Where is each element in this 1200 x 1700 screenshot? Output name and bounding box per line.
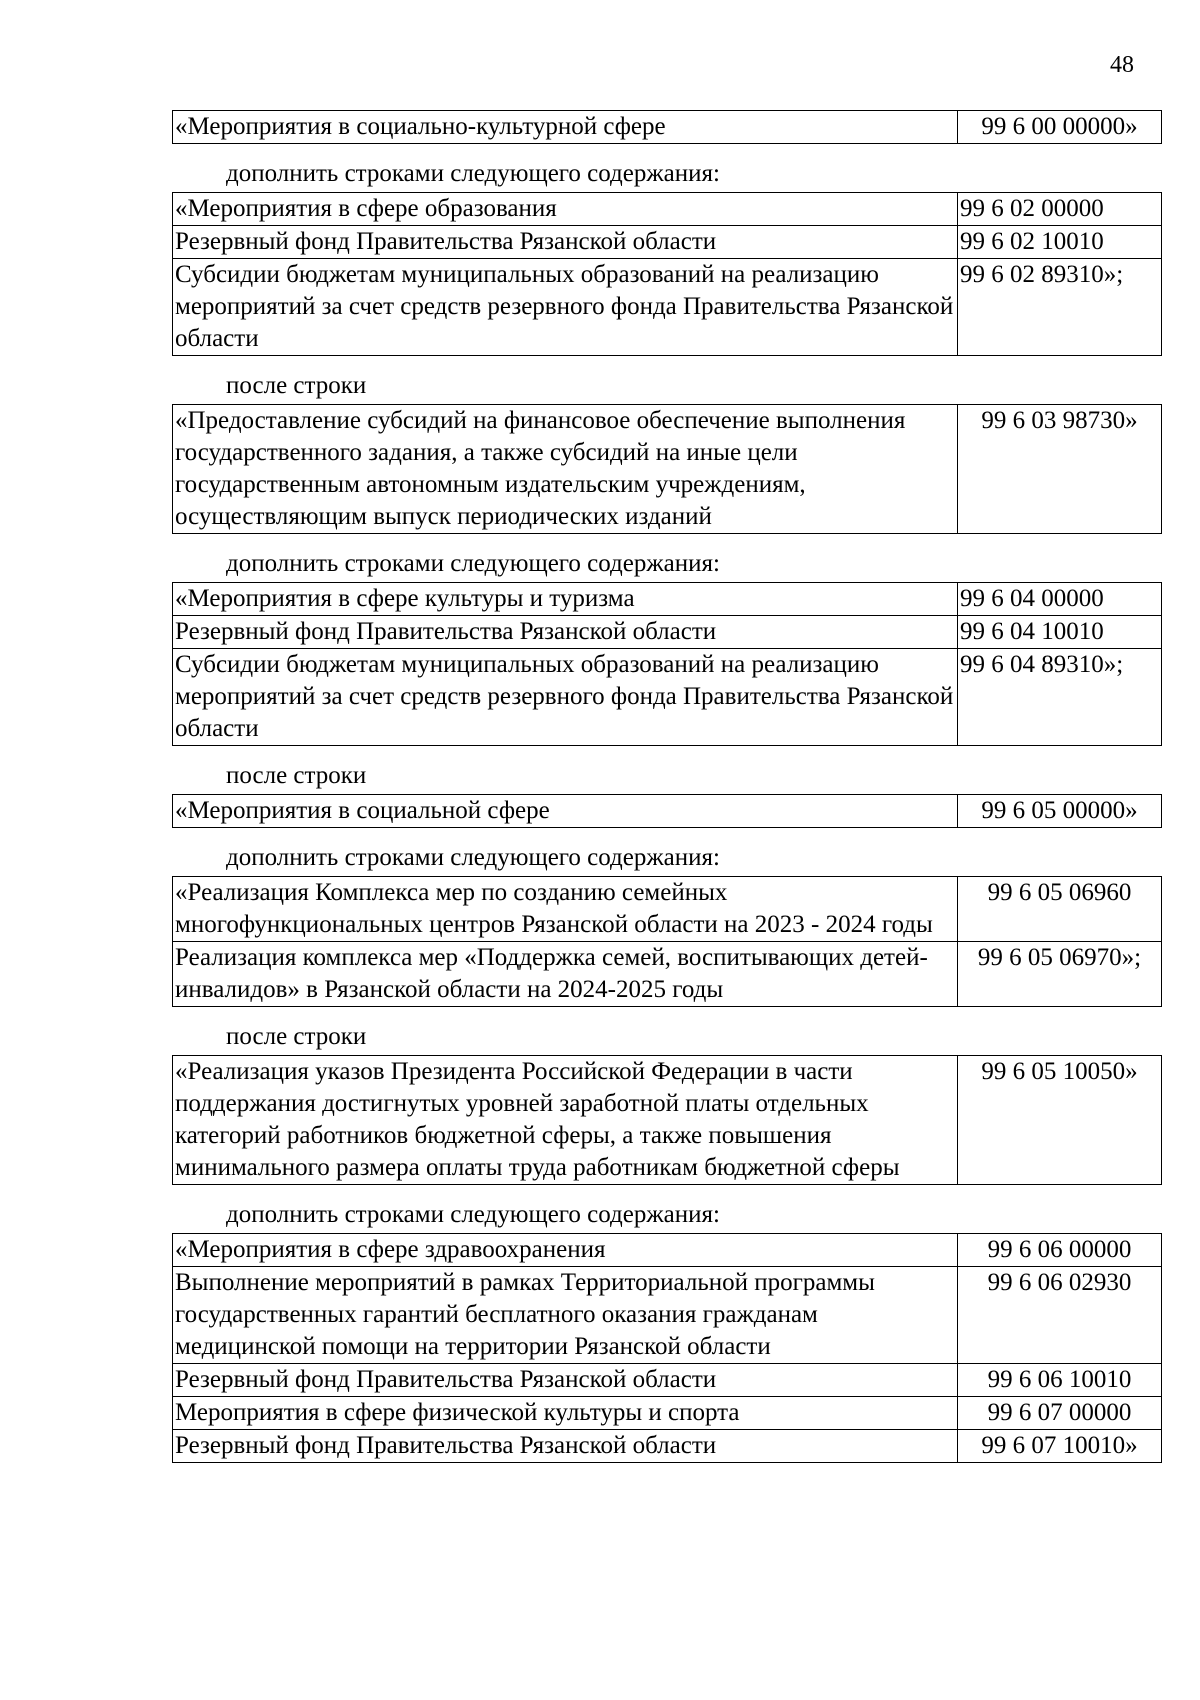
instruction-paragraph: дополнить строками следующего содержания: — [226, 844, 720, 871]
row-name-cell: «Мероприятия в сфере культуры и туризма — [173, 583, 958, 616]
document-content — [172, 110, 1157, 1463]
instruction-paragraph: дополнить строками следующего содержания: — [226, 1201, 720, 1228]
row-code-cell: 99 6 07 00000 — [958, 1397, 1162, 1430]
amendment-table — [172, 582, 1162, 746]
row-code-cell: 99 6 07 10010» — [958, 1430, 1162, 1463]
row-code-cell: 99 6 05 00000» — [958, 795, 1162, 828]
instruction-paragraph: после строки — [226, 762, 367, 789]
table-row — [173, 583, 1162, 616]
row-code-cell: 99 6 06 00000 — [958, 1234, 1162, 1267]
row-name-cell: Мероприятия в сфере физической культуры и спорта — [173, 1397, 958, 1430]
row-name-cell: «Мероприятия в сфере образования — [173, 193, 958, 226]
amendment-table — [172, 876, 1162, 1007]
table-row — [173, 616, 1162, 649]
row-name-cell: Реализация комплекса мер «Поддержка семей, воспитывающих детей-инвалидов» в Рязанской области на 2024-2025 годы — [173, 942, 958, 1007]
row-code-cell: 99 6 04 89310»; — [958, 649, 1162, 746]
table-row — [173, 193, 1162, 226]
table-row — [173, 1397, 1162, 1430]
amendment-table — [172, 1233, 1162, 1463]
row-code-cell: 99 6 05 06960 — [958, 877, 1162, 942]
amendment-table — [172, 1055, 1162, 1185]
instruction-paragraph: дополнить строками следующего содержания: — [226, 550, 720, 577]
row-code-cell: 99 6 06 02930 — [958, 1267, 1162, 1364]
table-row — [173, 259, 1162, 356]
row-name-cell: «Мероприятия в сфере здравоохранения — [173, 1234, 958, 1267]
row-name-cell: Выполнение мероприятий в рамках Территориальной программы государственных гарантий бесплатного оказания гражданам медицинской помощи на территории Рязанской области — [173, 1267, 958, 1364]
table-row — [173, 942, 1162, 1007]
row-name-cell: Резервный фонд Правительства Рязанской области — [173, 1430, 958, 1463]
row-code-cell: 99 6 02 10010 — [958, 226, 1162, 259]
row-code-cell: 99 6 04 10010 — [958, 616, 1162, 649]
row-name-cell: «Реализация Комплекса мер по созданию семейных многофункциональных центров Рязанской области на 2023 - 2024 годы — [173, 877, 958, 942]
row-name-cell: Субсидии бюджетам муниципальных образований на реализацию мероприятий за счет средств резервного фонда Правительства Рязанской области — [173, 259, 958, 356]
table-row — [173, 1056, 1162, 1185]
row-name-cell: «Предоставление субсидий на финансовое обеспечение выполнения государственного задания, а также субсидий на иные цели государственным автономным издательским учреждениям, осуществляющим выпуск периодических изданий — [173, 405, 958, 534]
table-row — [173, 111, 1162, 144]
instruction-paragraph: после строки — [226, 372, 367, 399]
table-row — [173, 1430, 1162, 1463]
table-row — [173, 649, 1162, 746]
table-row — [173, 1267, 1162, 1364]
row-name-cell: Резервный фонд Правительства Рязанской области — [173, 616, 958, 649]
amendment-table — [172, 404, 1162, 534]
amendment-table — [172, 110, 1162, 144]
row-name-cell: Резервный фонд Правительства Рязанской области — [173, 1364, 958, 1397]
amendment-table — [172, 192, 1162, 356]
row-code-cell: 99 6 02 89310»; — [958, 259, 1162, 356]
amendment-table — [172, 794, 1162, 828]
table-row — [173, 405, 1162, 534]
table-row — [173, 1364, 1162, 1397]
table-row — [173, 877, 1162, 942]
table-row — [173, 1234, 1162, 1267]
row-name-cell: Субсидии бюджетам муниципальных образований на реализацию мероприятий за счет средств резервного фонда Правительства Рязанской области — [173, 649, 958, 746]
row-name-cell: «Мероприятия в социальной сфере — [173, 795, 958, 828]
instruction-paragraph: дополнить строками следующего содержания: — [226, 160, 720, 187]
row-name-cell: «Мероприятия в социально-культурной сфере — [173, 111, 958, 144]
row-code-cell: 99 6 03 98730» — [958, 405, 1162, 534]
row-code-cell: 99 6 05 10050» — [958, 1056, 1162, 1185]
table-row — [173, 795, 1162, 828]
row-code-cell: 99 6 06 10010 — [958, 1364, 1162, 1397]
instruction-paragraph: после строки — [226, 1023, 367, 1050]
row-name-cell: Резервный фонд Правительства Рязанской области — [173, 226, 958, 259]
row-code-cell: 99 6 02 00000 — [958, 193, 1162, 226]
table-row — [173, 226, 1162, 259]
row-code-cell: 99 6 04 00000 — [958, 583, 1162, 616]
row-name-cell: «Реализация указов Президента Российской Федерации в части поддержания достигнутых уровней заработной платы отдельных категорий работников бюджетной сферы, а также повышения минимального размера оплаты труда работникам бюджетной сферы — [173, 1056, 958, 1185]
row-code-cell: 99 6 05 06970»; — [958, 942, 1162, 1007]
row-code-cell: 99 6 00 00000» — [958, 111, 1162, 144]
page-number: 48 — [1110, 52, 1134, 78]
